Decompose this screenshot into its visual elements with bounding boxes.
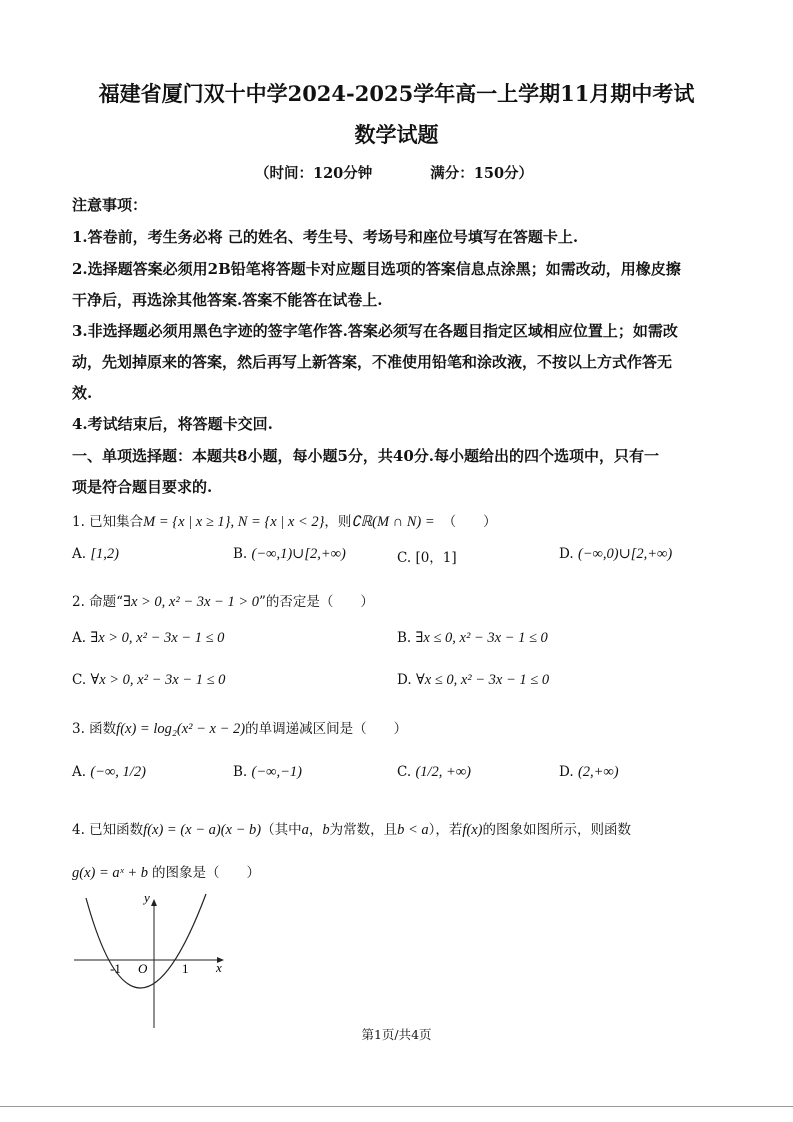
q3-math: f(x) = log₂(x² − x − 2) (116, 721, 246, 737)
q1-expr: ∁ℝ(M ∩ N) = (351, 514, 435, 530)
option-value: ∃x ≤ 0, x² − 3x − 1 ≤ 0 (415, 630, 548, 646)
q3-suffix: 的单调递减区间是（ ） (245, 721, 408, 737)
option-label: B. (233, 546, 248, 562)
option-label: C. (72, 672, 87, 688)
option-label: A. (72, 546, 87, 562)
q4-a: a (301, 822, 309, 838)
q4-text: 的图象如图所示，则函数 (482, 822, 632, 838)
q1-option-c[interactable] (397, 546, 457, 566)
option-value: [0，1] (415, 550, 457, 566)
q4-text: （其中 (261, 822, 302, 838)
page-bottom-rule (0, 1106, 793, 1107)
x-axis-label: x (216, 960, 222, 975)
q2-prefix: 2. 命题“ (72, 594, 124, 610)
option-label: A. (72, 764, 87, 780)
question-1 (72, 510, 497, 531)
notes-item-2-line-1: 2.选择题答案必须用2B铅笔将答题卡对应题目选项的答案信息点涂黑；如需改动，用橡皮擦 (72, 260, 681, 278)
option-label: D. (559, 764, 574, 780)
q2-suffix: ”的否定是（ ） (259, 594, 374, 610)
q4-f-def: f(x) = (x − a)(x − b) (143, 822, 262, 838)
notes-heading: 注意事项： (72, 196, 148, 214)
q4-g-def: g(x) = aˣ + b (72, 865, 149, 881)
option-label: A. (72, 630, 87, 646)
q4-prefix: 4. 已知函数 (72, 822, 144, 838)
q2-option-b[interactable] (397, 630, 548, 647)
question-3 (72, 717, 407, 738)
option-value: (−∞,0)∪[2,+∞) (577, 546, 673, 562)
q1-suffix: （ ） (442, 514, 497, 530)
option-value: (2,+∞) (577, 764, 619, 780)
option-value: (−∞, 1/2) (90, 764, 146, 780)
option-value: (1/2, +∞) (415, 764, 471, 780)
exam-title: 福建省厦门双十中学2024-2025学年高一上学期11月期中考试 (98, 81, 695, 106)
option-label: D. (397, 672, 412, 688)
q4-parabola-graph (68, 890, 238, 1030)
q3-option-c[interactable] (397, 764, 471, 781)
q1-mid: ，则 (324, 514, 352, 530)
q2-option-c[interactable] (72, 672, 225, 689)
question-2 (72, 590, 374, 611)
option-value: ∃x > 0, x² − 3x − 1 ≤ 0 (90, 630, 225, 646)
q2-math: ∃x > 0, x² − 3x − 1 > 0 (123, 594, 259, 610)
q4-condition: b < a (397, 822, 429, 838)
q2-option-a[interactable] (72, 630, 224, 647)
q3-option-d[interactable] (559, 764, 619, 781)
q1-option-d[interactable] (559, 546, 672, 563)
q3-option-b[interactable] (233, 764, 302, 781)
q4-text: ， (308, 822, 323, 838)
option-value: (−∞,−1) (251, 764, 302, 780)
question-4-line-2 (72, 861, 260, 882)
y-axis-arrow-icon (151, 899, 157, 906)
y-axis-label: y (144, 890, 150, 905)
q1-option-b[interactable] (233, 546, 346, 563)
option-value: [1,2) (90, 546, 119, 562)
notes-item-4: 4.考试结束后，将答题卡交回. (72, 415, 273, 433)
page-number: 第1页/共4页 (361, 1027, 432, 1042)
q4-fx: f(x) (462, 822, 483, 838)
q4-text: ），若 (428, 822, 463, 838)
notes-item-3-line-3: 效. (72, 384, 93, 402)
option-value: ∀x ≤ 0, x² − 3x − 1 ≤ 0 (415, 672, 550, 688)
notes-item-3-line-2: 动，先划掉原来的答案，然后再写上新答案，不准使用铅笔和涂改液，不按以上方式作答无 (72, 353, 673, 371)
section-1-line-2: 项是符合题目要求的. (72, 478, 213, 496)
q2-option-d[interactable] (397, 672, 549, 689)
q3-prefix: 3. 函数 (72, 721, 117, 737)
origin-label: O (138, 961, 148, 976)
option-label: B. (233, 764, 248, 780)
notes-item-1: 1.答卷前，考生务必将 己的姓名、考生号、考场号和座位号填写在答题卡上. (72, 228, 579, 246)
q4-text: 为常数，且 (329, 822, 398, 838)
question-4-line-1 (72, 818, 631, 839)
option-label: D. (559, 546, 574, 562)
option-label: C. (397, 764, 412, 780)
q1-prefix: 1. 已知集合 (72, 514, 144, 530)
section-1-line-1: 一、单项选择题：本题共8小题，每小题5分，共40分.每小题给出的四个选项中，只有一 (72, 447, 659, 465)
option-value: ∀x > 0, x² − 3x − 1 ≤ 0 (90, 672, 226, 688)
tick-label-1: 1 (182, 961, 189, 976)
notes-item-3-line-1: 3.非选择题必须用黑色字迹的签字笔作答.答案必须写在各题目指定区域相应位置上；如需改 (72, 322, 678, 340)
option-value: (−∞,1)∪[2,+∞) (251, 546, 346, 562)
exam-subtitle: 数学试题 (354, 122, 439, 147)
q4-suffix: 的图象是（ ） (152, 865, 261, 881)
q3-option-a[interactable] (72, 764, 146, 781)
q1-sets: M = {x | x ≥ 1}, N = {x | x < 2} (143, 514, 325, 530)
option-label: B. (397, 630, 412, 646)
notes-item-2-line-2: 干净后，再选涂其他答案.答案不能答在试卷上. (72, 291, 383, 309)
time-info: （时间：120分钟 满分：150分） (255, 165, 534, 182)
option-label: C. (397, 550, 412, 566)
q1-option-a[interactable] (72, 546, 119, 563)
tick-label-neg-1: -1 (110, 961, 121, 976)
q4-b: b (322, 822, 330, 838)
